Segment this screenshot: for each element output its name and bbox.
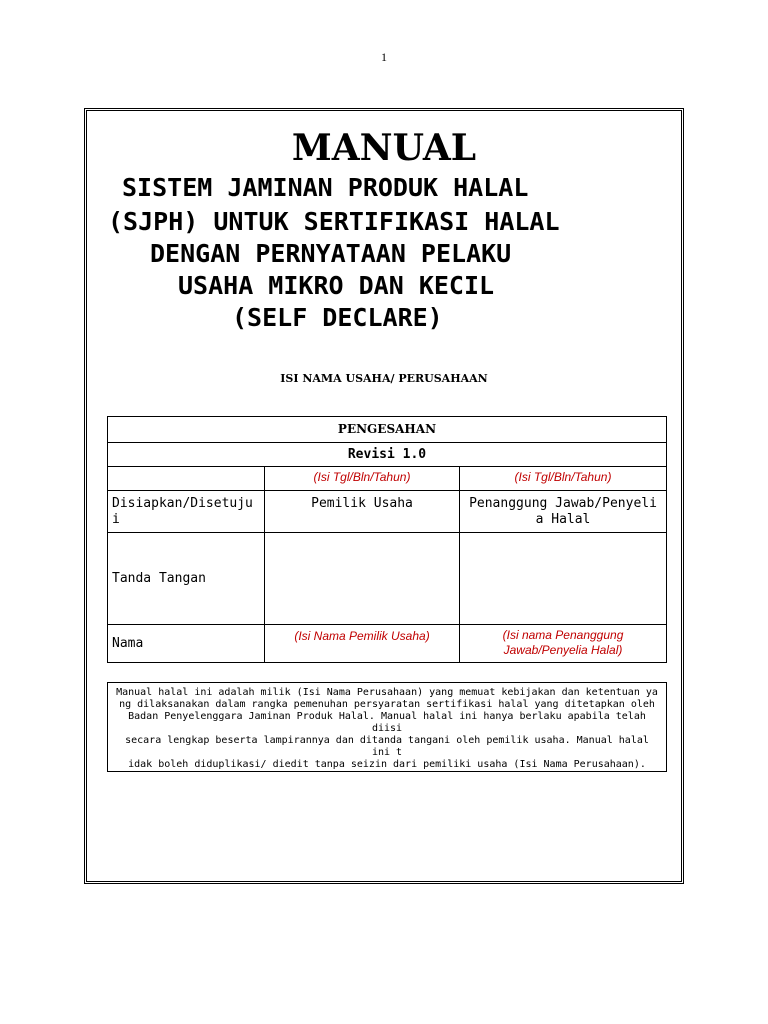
date-placeholder-supervisor: Isi Tgl/Bln/Tahun [518,470,608,484]
owner-signature-field [265,533,460,625]
name-label: Nama [108,625,265,663]
notice-line-4: secara lengkap beserta lampirannya dan ditanda tangani oleh pemilik usaha. Manual halal ini t [125,735,649,758]
approval-table [107,416,667,663]
date-row-blank-cell [108,467,265,491]
subtitle-line-5: (SELF DECLARE) [232,303,443,332]
ownership-notice [107,682,667,772]
subtitle-line-2: (SJPH) UNTUK SERTIFIKASI HALAL [108,207,560,236]
notice-line-5: idak boleh diduplikasi/ diedit tanpa seizin dari pemiliki usaha (Isi Nama Perusahaan). [128,759,646,770]
company-name-placeholder: ISI NAMA USAHA/ PERUSAHAAN [280,372,488,385]
document-title: MANUAL [291,127,477,169]
supervisor-signature-field [460,533,667,625]
notice-line-1: Manual halal ini adalah milik (Isi Nama Perusahaan) yang memuat kebijakan dan ketentuan ya [116,687,658,698]
date-cell-owner: (Isi Tgl/Bln/Tahun) [265,467,460,491]
signature-label: Tanda Tangan [108,533,265,625]
subtitle-line-1: SISTEM JAMINAN PRODUK HALAL [122,173,529,202]
date-placeholder-owner: Isi Tgl/Bln/Tahun [317,470,407,484]
subtitle-line-3: DENGAN PERNYATAAN PELAKU [150,239,512,268]
supervisor-name-cell: (Isi nama Penanggung Jawab/Penyelia Halal) [460,625,667,663]
approval-header: PENGESAHAN [108,417,667,443]
supervisor-role-label: Penanggung Jawab/Penyeli a Halal [460,491,667,533]
owner-role-label: Pemilik Usaha [265,491,460,533]
notice-line-3: Badan Penyelenggara Jaminan Produk Halal. Manual halal ini hanya berlaku apabila telah diisi [128,711,646,734]
revision-label: Revisi 1.0 [108,443,667,467]
subtitle-line-4: USAHA MIKRO DAN KECIL [178,271,495,300]
supervisor-name-placeholder: Isi nama Penanggung Jawab/Penyelia Halal [503,628,624,657]
prepared-approved-label: Disiapkan/Disetuju i [108,491,265,533]
owner-name-cell: (Isi Nama Pemilik Usaha) [265,625,460,663]
date-cell-supervisor: (Isi Tgl/Bln/Tahun) [460,467,667,491]
owner-name-placeholder: Isi Nama Pemilik Usaha [298,629,426,643]
notice-line-2: ng dilaksanakan dalam rangka pemenuhan persyaratan sertifikasi halal yang ditetapkan oleh [119,699,655,710]
page-number: 1 [381,50,387,64]
